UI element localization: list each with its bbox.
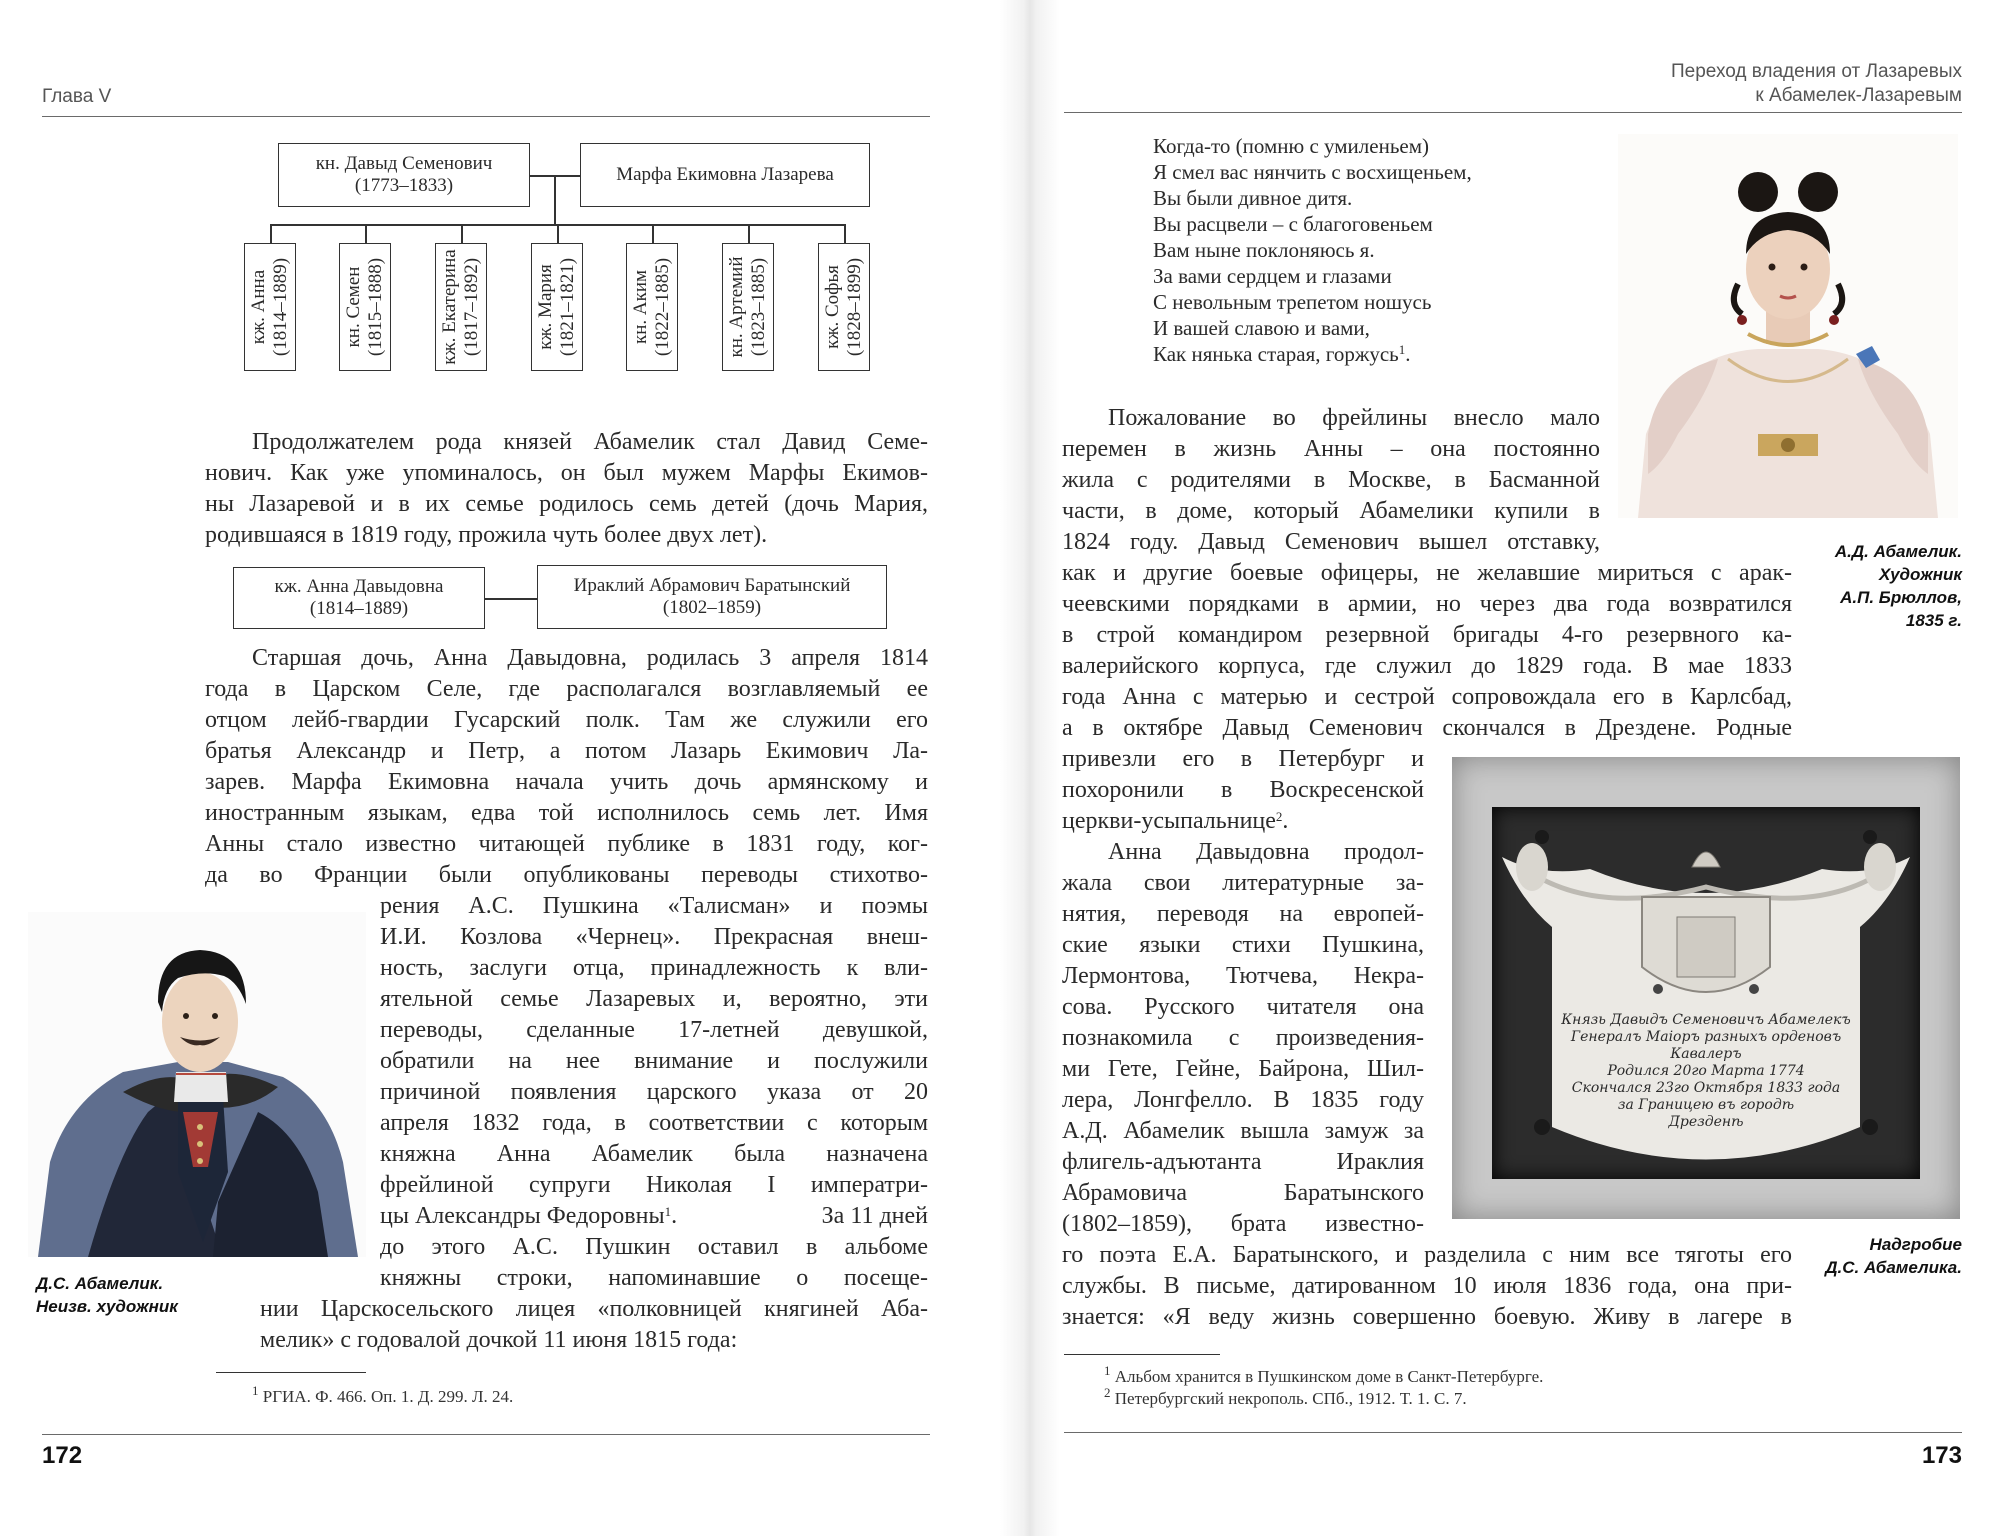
running-head-left: Глава V [42,86,112,107]
footer-rule-right [1064,1432,1962,1433]
marriage-line [485,598,537,600]
footnote-ref: 2 [1275,809,1283,824]
portrait-ds-abamelik [28,912,366,1257]
page-number-left: 172 [42,1442,83,1469]
book-gutter [1000,0,1060,1536]
tree-father-box: кн. Давыд Семенович (1773–1833) [278,143,530,207]
tombstone-photo [1452,757,1960,1219]
running-head-right: Переход владения от Лазаревых к Абамелек-Лазаревым [1671,61,1962,106]
footnote: $^1$ Альбом хранится в Пушкинском доме в Санкт-Петербурге. [1104,1363,1544,1386]
tree-mother-box: Марфа Екимовна Лазарева [580,143,870,207]
tree-groom-box: Ираклий Абрамович Баратынский (1802–1859) [537,565,887,629]
tree-child-box: кн. Артемий (1823–1885) [722,243,774,371]
footnote-rule [1064,1354,1220,1355]
page-number-right: 173 [1921,1442,1962,1469]
tree-child-box: кн. Семен (1815–1888) [339,243,391,371]
tree-child-box: кж. Софья (1828–1899) [818,243,870,371]
tomb-inscription: Князь Давыдъ Семеновичъ Абамелекъ Генералъ Маiоръ разныхъ орденовъ Кавалеръ Родился 20го Марта 1774 Скончался 23го Октября 1833 года за Границею въ городѣ Дрезденѣ [1561,1012,1851,1130]
descent-line [554,175,556,225]
tombstone-caption: Надгробие Д.С. Абамелика. [1825,1235,1962,1277]
footnote: $^1$ РГИА. Ф. 466. Оп. 1. Д. 299. Л. 24. [252,1383,514,1406]
portrait-caption: Д.С. Абамелик. Неизв. художник [36,1274,178,1316]
footnote-rule [216,1372,366,1373]
tree-child-box: кн. Аким (1822–1885) [626,243,678,371]
tree-child-box: кж. Анна (1814–1889) [244,243,296,371]
footer-rule-left [42,1434,930,1435]
header-rule-right [1064,112,1962,113]
footnote-ref: 1 [664,1204,672,1219]
portrait-caption: А.Д. Абамелик. Художник А.П. Брюллов, 1835 г. [1834,542,1962,630]
footnote: $^2$ Петербургский некрополь. СПб., 1912. Т. 1. С. 7. [1104,1385,1467,1408]
tree-bride-box: кж. Анна Давыдовна (1814–1889) [233,567,485,629]
portrait-ad-abamelik [1618,134,1958,518]
tree-child-box: кж. Мария (1821–1821) [531,243,583,371]
footnote-ref: 1 [1398,342,1406,357]
header-rule-left [42,116,930,117]
tree-child-box: кж. Екатерина (1817–1892) [435,243,487,371]
